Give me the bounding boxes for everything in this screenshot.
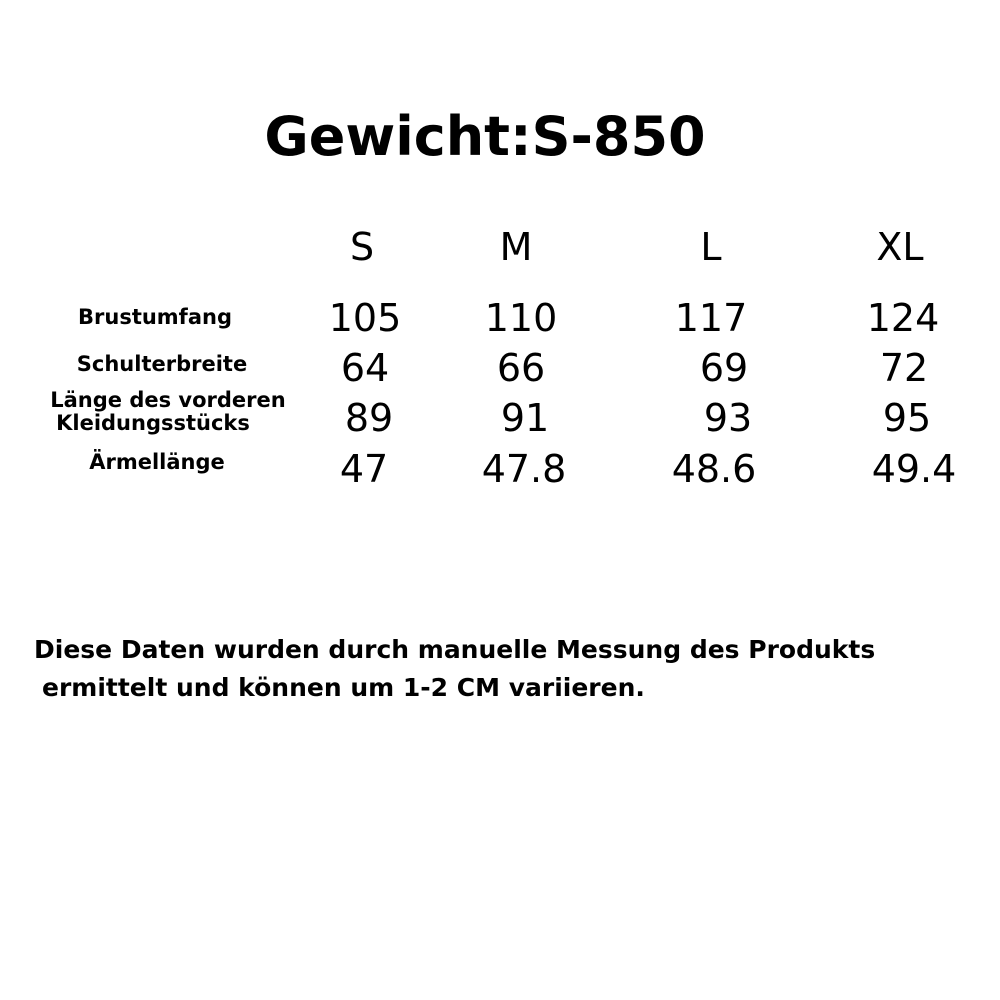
- size-header-l: L: [700, 225, 722, 269]
- row-label-line: Kleidungsstücks: [56, 411, 250, 435]
- table-cell: 89: [344, 396, 394, 440]
- table-cell: 49.4: [871, 447, 957, 491]
- table-cell: 69: [699, 346, 749, 390]
- table-cell: 105: [328, 296, 402, 340]
- row-label-aermellaenge: Ärmellänge: [89, 450, 225, 474]
- size-header-xl: XL: [876, 225, 924, 269]
- table-cell: 93: [703, 396, 753, 440]
- size-header-s: S: [349, 225, 375, 269]
- table-cell: 72: [879, 346, 929, 390]
- row-label-laenge-vorne: [18, 389, 318, 435]
- measurement-note: [34, 631, 994, 707]
- table-cell: 95: [882, 396, 932, 440]
- row-label-schulterbreite: Schulterbreite: [76, 352, 248, 376]
- table-cell: 64: [340, 346, 390, 390]
- table-cell: 48.6: [671, 447, 757, 491]
- row-label-line: Länge des vorderen: [50, 388, 286, 412]
- row-label-brustumfang: Brustumfang: [78, 305, 232, 329]
- table-cell: 66: [496, 346, 546, 390]
- measurement-note-line1: Diese Daten wurden durch manuelle Messung des Produkts: [34, 635, 876, 664]
- table-cell: 47.8: [481, 447, 567, 491]
- size-header-m: M: [499, 225, 533, 269]
- table-cell: 124: [866, 296, 940, 340]
- measurement-note-line2: ermittelt und können um 1-2 CM variieren.: [42, 673, 645, 702]
- table-cell: 91: [500, 396, 550, 440]
- table-cell: 110: [484, 296, 558, 340]
- table-cell: 47: [339, 447, 389, 491]
- table-cell: 117: [674, 296, 748, 340]
- page-title: Gewicht:S-850: [264, 105, 706, 168]
